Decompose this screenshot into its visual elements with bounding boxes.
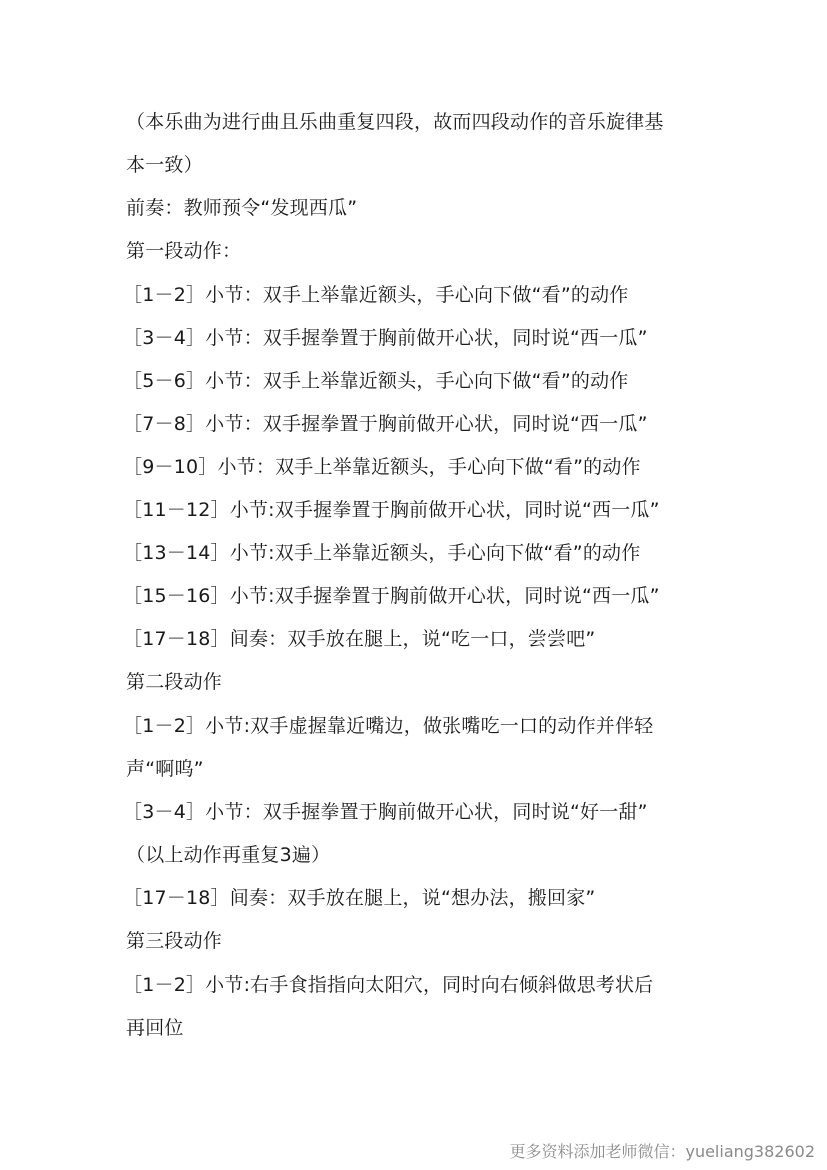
section-one-bars-5-6: ［5－6］小节：双手上举靠近额头，手心向下做“看”的动作 bbox=[123, 370, 629, 392]
section-two-heading: 第二段动作 bbox=[126, 671, 223, 693]
section-two-bars-1-2-line-2: 声“啊呜” bbox=[126, 758, 204, 780]
section-one-heading: 第一段动作： bbox=[126, 240, 242, 262]
section-two-bars-3-4: ［3－4］小节：双手握拳置于胸前做开心状，同时说“好一甜” bbox=[123, 801, 648, 823]
section-one-bars-13-14: ［13－14］小节:双手上举靠近额头，手心向下做“看”的动作 bbox=[123, 542, 641, 564]
section-two-repeat-note: （以上动作再重复3遍） bbox=[126, 844, 331, 866]
intro-note-line-1: （本乐曲为进行曲且乐曲重复四段，故而四段动作的音乐旋律基 bbox=[126, 111, 664, 133]
section-three-bars-1-2-line-1: ［1－2］小节:右手食指指向太阳穴，同时向右倾斜做思考状后 bbox=[123, 974, 654, 996]
intro-note-line-2: 本一致） bbox=[126, 154, 203, 176]
section-one-bars-9-10: ［9－10］小节：双手上举靠近额头，手心向下做“看”的动作 bbox=[123, 456, 641, 478]
section-one-bars-1-2: ［1－2］小节：双手上举靠近额头，手心向下做“看”的动作 bbox=[123, 284, 629, 306]
prelude-line: 前奏：教师预令“发现西瓜” bbox=[126, 197, 358, 219]
section-two-bars-1-2-line-1: ［1－2］小节:双手虚握靠近嘴边，做张嘴吃一口的动作并伴轻 bbox=[123, 715, 654, 737]
section-one-bars-7-8: ［7－8］小节：双手握拳置于胸前做开心状，同时说“西一瓜” bbox=[123, 413, 648, 435]
watermark-text: 更多资料添加老师微信：yueliang382602 bbox=[509, 1142, 815, 1161]
section-one-bars-11-12: ［11－12］小节:双手握拳置于胸前做开心状，同时说“西一瓜” bbox=[123, 499, 660, 521]
section-one-interlude: ［17－18］间奏：双手放在腿上，说“吃一口，尝尝吧” bbox=[123, 628, 596, 650]
section-one-bars-3-4: ［3－4］小节：双手握拳置于胸前做开心状，同时说“西一瓜” bbox=[123, 327, 648, 349]
section-one-bars-15-16: ［15－16］小节:双手握拳置于胸前做开心状，同时说“西一瓜” bbox=[123, 585, 660, 607]
section-three-heading: 第三段动作 bbox=[126, 930, 223, 952]
section-three-bars-1-2-line-2: 再回位 bbox=[126, 1017, 184, 1039]
section-two-interlude: ［17－18］间奏：双手放在腿上，说“想办法，搬回家” bbox=[123, 887, 596, 909]
